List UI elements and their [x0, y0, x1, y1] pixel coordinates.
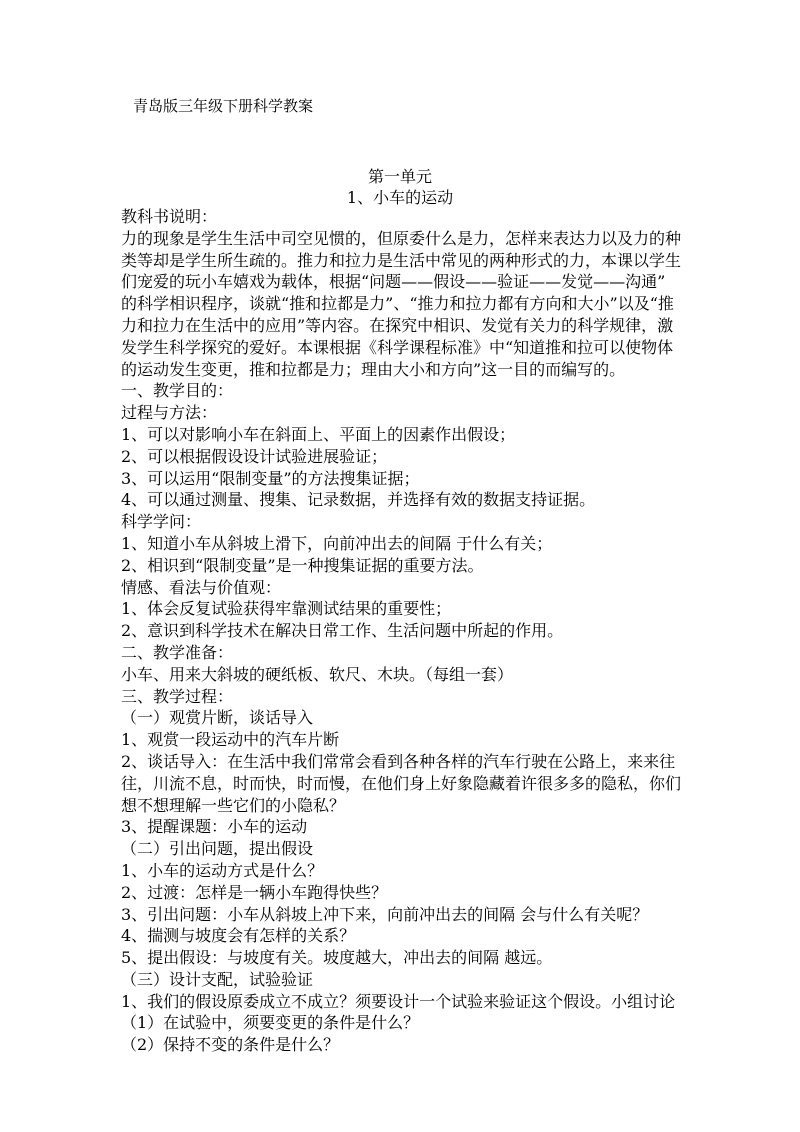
text-line: 二、教学准备： — [121, 642, 234, 662]
text-line: 过程与方法： — [121, 403, 218, 423]
unit-heading: 第一单元 — [367, 167, 432, 186]
document-body — [121, 206, 686, 1056]
text-line: 3、可以运用“限制变量”的方法搜集证据； — [121, 468, 420, 488]
text-line: 1、我们的假设原委成立不成立？须要设计一个试验来验证这个假设。小组讨论 — [121, 991, 676, 1011]
text-line: （一）观赏片断，谈话导入 — [121, 708, 314, 728]
text-line: （1）在试验中，须要变更的条件是什么？ — [121, 1013, 420, 1033]
text-line: 力的现象是学生生活中司空见惯的，但原委什么是力，怎样来表达力以及力的种 — [121, 228, 682, 248]
text-line: 5、提出假设：与坡度有关。坡度越大，冲出去的间隔 越远。 — [121, 948, 553, 968]
text-line: 4、揣测与坡度会有怎样的关系？ — [121, 926, 356, 946]
text-line: 三、教学过程： — [121, 686, 234, 706]
text-line: 类等却是学生所生疏的。推力和拉力是生活中常见的两种形式的力，本课以学生 — [121, 250, 682, 270]
text-line: 科学学问： — [121, 512, 202, 532]
text-line: 小车、用来大斜坡的硬纸板、软尺、木块。（每组一套） — [121, 664, 514, 684]
text-line: 3、提醒课题：小车的运动 — [121, 817, 308, 837]
text-line: 4、可以通过测量、搜集、记录数据，并选择有效的数据支持证据。 — [121, 490, 596, 510]
text-line: 3、引出问题：小车从斜坡上冲下来，向前冲出去的间隔 会与什么有关呢？ — [121, 904, 649, 924]
text-line: 2、过渡：怎样是一辆小车跑得快些？ — [121, 882, 388, 902]
text-line: 1、知道小车从斜坡上滑下，向前冲出去的间隔 于什么有关； — [121, 533, 553, 553]
text-line: 教科书说明： — [121, 207, 218, 226]
text-line: 2、可以根据假设设计试验进展验证； — [121, 446, 388, 466]
text-line: 想不想理解一些它们的小隐私？ — [121, 795, 346, 815]
text-line: （二）引出问题，提出假设 — [121, 839, 314, 859]
text-line: 一、教学目的： — [121, 381, 234, 401]
text-line: 1、体会反复试验获得牢靠测试结果的重要性； — [121, 599, 452, 619]
document-title: 青岛版三年级下册科学教案 — [133, 97, 314, 115]
text-line: （2）保持不变的条件是什么？ — [121, 1035, 340, 1055]
text-line: 2、相识到“限制变量”是一种搜集证据的重要方法。 — [121, 555, 484, 575]
text-line: 2、谈话导入：在生活中我们常常会看到各种各样的汽车行驶在公路上，来来往 — [121, 751, 676, 771]
text-line: 2、意识到科学技术在解决日常工作、生活问题中所起的作用。 — [121, 621, 564, 641]
text-line: 发学生科学探究的爱好。本课根据《科学课程标准》中“知道推和拉可以使物体 — [121, 337, 674, 357]
text-line: 1、小车的运动方式是什么？ — [121, 860, 324, 880]
text-line: 力和拉力在生活中的应用”等内容。在探究中相识、发觉有关力的科学规律，激 — [121, 315, 674, 335]
text-line: 的运动发生变更，推和拉都是力；理由大小和方向”这一目的而编写的。 — [121, 359, 626, 379]
lesson-heading: 1、小车的运动 — [346, 188, 454, 207]
text-line: 们宠爱的玩小车嬉戏为载体，根据“问题——假设——验证——发觉——沟通” — [121, 272, 666, 292]
text-line: 往，川流不息，时而快，时而慢，在他们身上好象隐藏着许很多多的隐私，你们 — [121, 773, 682, 793]
text-line: 情感、看法与价值观： — [121, 577, 282, 597]
text-line: 的科学相识程序，谈就“推和拉都是力”、“推力和拉力都有方向和大小”以及“推 — [121, 294, 674, 314]
text-line: （三）设计支配，试验验证 — [121, 969, 314, 989]
text-line: 1、可以对影响小车在斜面上、平面上的因素作出假设； — [121, 424, 516, 444]
text-line: 1、观赏一段运动中的汽车片断 — [121, 730, 340, 750]
